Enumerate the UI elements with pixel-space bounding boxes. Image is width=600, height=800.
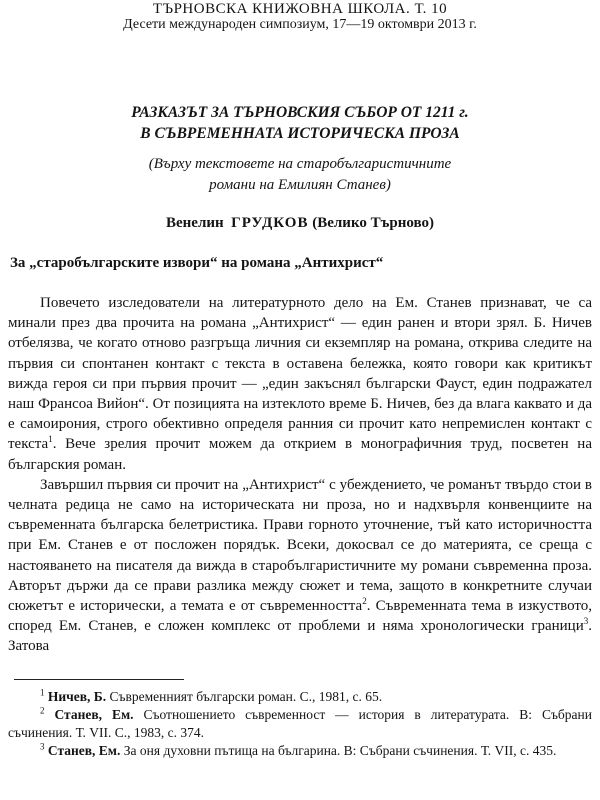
footnote-number: 1 bbox=[40, 687, 45, 698]
footnote-text: За оня духовни пътища на българина. В: Събрани съчинения. Т. VII, с. 435. bbox=[123, 742, 557, 758]
title-line-2: В СЪВРЕМЕННАТА ИСТОРИЧЕСКА ПРОЗА bbox=[140, 125, 460, 142]
footnote-number: 3 bbox=[40, 741, 45, 752]
paragraph-1-text: Повечето изследователи на литературното дело на Ем. Станев признават, че са минали през два прочита на романа „Антихрист“ — един ранен и втори зрял. Б. Ничев отбелязва, че когато отново разгръща личния си екземпляр на романа, открива следите на първия си спонтанен контакт с текста в оставена бележка, която говори как критикът вижда героя си при първия прочит — „един закъснял български Фауст, един подражател наш Франсоа Вийон“. От позицията на изтеклото време Б. Ничев, без да влага каквато и да е самоирония, строго обективно определя ранния си прочит като непремислен контакт с текста bbox=[8, 295, 592, 453]
section-heading: За „старобългарските извори“ на романа „Антихрист“ bbox=[10, 255, 384, 271]
footnote-ref-2: 2 bbox=[362, 596, 367, 607]
footnote-3 bbox=[8, 742, 592, 760]
footnote-number: 2 bbox=[40, 705, 45, 716]
footnote-author: Ничев, Б. bbox=[47, 688, 107, 704]
footnote-2 bbox=[8, 706, 592, 742]
paragraph-2-text: Завършил първия си прочит на „Антихрист“ с убеждението, че романът твърдо стои в челната редица не само на историческата ни проза, но и надхвърля конвенциите на съвременната българска белетристика. Прави горното уточнение, тъй като историчността при Ем. Станев е от посложен порядък. Всеки, докосвал се до материята, се среща с настояването на писателя да вижда в старобългаристичните му романи съвременна проза. Авторът държи да се прави разлика между сюжет и тема, защото в конкретните случаи сюжетът е исторически, а темата е от съвременността bbox=[8, 476, 592, 615]
footnote-text: Съвременният български роман. С., 1981, с. 65. bbox=[109, 688, 383, 704]
footnote-author: Станев, Ем. bbox=[54, 706, 134, 722]
paragraph-2-text-cont: . Съвременната тема в изкуството, според Ем. Станев, е сложен комплекс от проблеми и няма хронологически граници bbox=[8, 598, 592, 635]
footnotes bbox=[8, 688, 592, 760]
paragraph-2-text-end: . Затова bbox=[8, 618, 592, 655]
author-first-name: Венелин bbox=[165, 215, 224, 231]
running-head bbox=[8, 0, 592, 32]
paragraph-2 bbox=[8, 475, 592, 657]
author-line bbox=[8, 213, 592, 233]
subtitle-line-2: романи на Емилиян Станев) bbox=[209, 177, 391, 193]
article-title bbox=[8, 102, 592, 144]
footnote-separator bbox=[14, 679, 184, 680]
footnote-author: Станев, Ем. bbox=[47, 742, 121, 758]
footnote-ref-3: 3 bbox=[583, 616, 589, 627]
author-affiliation: (Велико Търново) bbox=[312, 215, 434, 231]
author-last-name: ГРУДКОВ bbox=[231, 215, 309, 231]
footnote-ref-1: 1 bbox=[48, 434, 53, 445]
symposium-line: Десети международен симпозиум, 17—19 октомври 2013 г. bbox=[123, 17, 477, 32]
subtitle-line-1: (Върху текстовете на старобългаристичните bbox=[148, 156, 452, 172]
title-line-1: РАЗКАЗЪТ ЗА ТЪРНОВСКИЯ СЪБОР ОТ 1211 г. bbox=[131, 104, 469, 121]
article-subtitle bbox=[8, 154, 592, 196]
paragraph-1-text-cont: . Вече зрелия прочит можем да открием в монографичния труд, посветен на българския роман. bbox=[8, 436, 592, 473]
body-text bbox=[8, 293, 592, 657]
footnote-text: Съотношението съвременност — история в литературата. В: Събрани съчинения. Т. VII. С., 1983, с. 374. bbox=[8, 706, 592, 740]
footnote-1 bbox=[8, 688, 592, 706]
series-title: ТЪРНОВСКА КНИЖОВНА ШКОЛА. Т. 10 bbox=[152, 1, 448, 17]
paragraph-1 bbox=[8, 293, 592, 475]
